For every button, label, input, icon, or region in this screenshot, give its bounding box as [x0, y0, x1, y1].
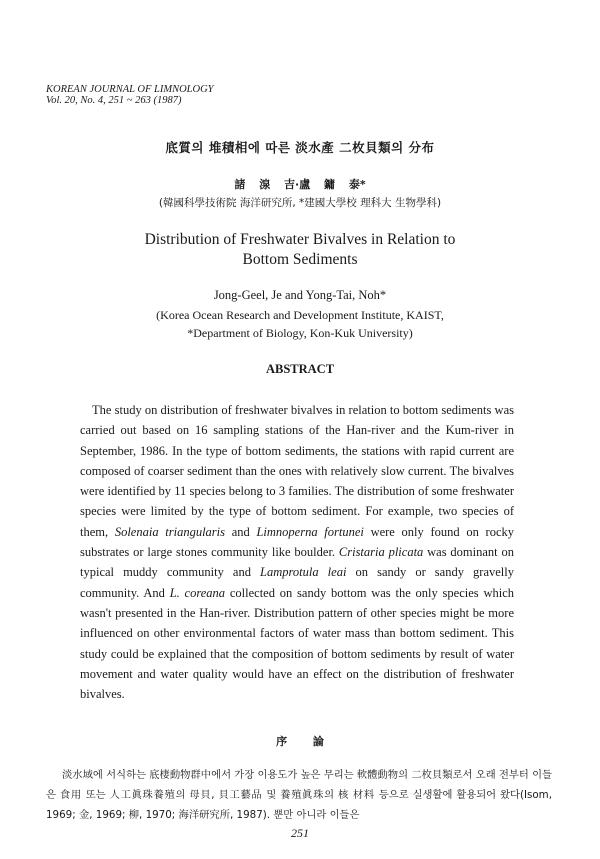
- introduction-heading: 序 論: [276, 735, 324, 748]
- english-affiliation: [0, 306, 600, 342]
- english-authors: Jong-Geel, Je and Yong-Tai, Noh*: [213, 288, 387, 302]
- abstract-text: collected on sandy bottom was the only species which wasn't presented in the Han-river. Distribution pattern of other species might be more influenced on other environmental factors of water mass than bottom sediment. This study could be explained that the composition of bottom sediments by result of water movement and water quality would have an effect on the distribution of freshwater bivalves.: [80, 585, 514, 702]
- korean-title: 底質의 堆積相에 따른 淡水產 二枚貝類의 分布: [165, 140, 435, 155]
- english-affiliation-line2: *Department of Biology, Kon-Kuk University): [187, 326, 413, 340]
- journal-header: [46, 84, 214, 106]
- abstract-text: and: [225, 524, 257, 539]
- species-name: Limnoperna fortunei: [256, 524, 364, 539]
- english-title-line2: Bottom Sediments: [242, 251, 358, 268]
- english-title: [0, 230, 600, 270]
- journal-volume: Vol. 20, No. 4, 251 ~ 263 (1987): [46, 95, 182, 106]
- species-name: Solenaia triangularis: [114, 524, 226, 539]
- journal-name: KOREAN JOURNAL OF LIMNOLOGY: [46, 84, 214, 95]
- page-number: 251: [291, 826, 309, 840]
- korean-affiliation: (韓國科學技術院 海洋研究所, *建國大學校 理科大 生物學科): [158, 197, 442, 209]
- abstract-text: were only found on rocky substrates or large stones community like boulder.: [80, 524, 514, 560]
- species-name: Lamprotula leai: [260, 565, 347, 580]
- abstract-text: on sandy or sandy gravelly community. And: [80, 565, 514, 600]
- english-title-line1: Distribution of Freshwater Bivalves in Relation to: [144, 231, 456, 248]
- korean-authors: 諸 湶 吉·盧 鏞 泰*: [234, 178, 366, 191]
- abstract-text: was dominant on typical muddy community and: [80, 545, 514, 580]
- abstract-heading: ABSTRACT: [265, 362, 335, 376]
- english-affiliation-line1: (Korea Ocean Research and Development Institute, KAIST,: [156, 308, 444, 322]
- introduction-body: 淡水域에 서식하는 底棲動物群中에서 가장 이용도가 높은 무리는 軟體動物의 二枚貝類로서 오래 전부터 이들은 食用 또는 人工眞珠養殖의 母貝, 貝工藝品 및 養殖眞珠의 核 材料 등으로 실생활에 활용되어 왔다(Isom, 1969; 金, 1969; 柳, 1970; 海洋研究所, 1987). 뿐만 아니라 이들은: [46, 769, 552, 821]
- abstract-body: [80, 400, 514, 704]
- species-name: Cristaria plicata: [338, 545, 424, 560]
- abstract-text: The study on distribution of freshwater bivalves in relation to bottom sediments was carried out based on 16 sampling stations of the Han-river and the Kum-river in September, 1986. In the type of bottom sediments, the stations with rapid current are composed of coarser sediment than the ones with relatively slow current. The bivalves were identified by 11 species belong to 3 families. The distribution of some freshwater species were limited by the type of bottom sediment. For example, two species of them,: [80, 403, 514, 539]
- species-name: L. coreana: [169, 585, 226, 600]
